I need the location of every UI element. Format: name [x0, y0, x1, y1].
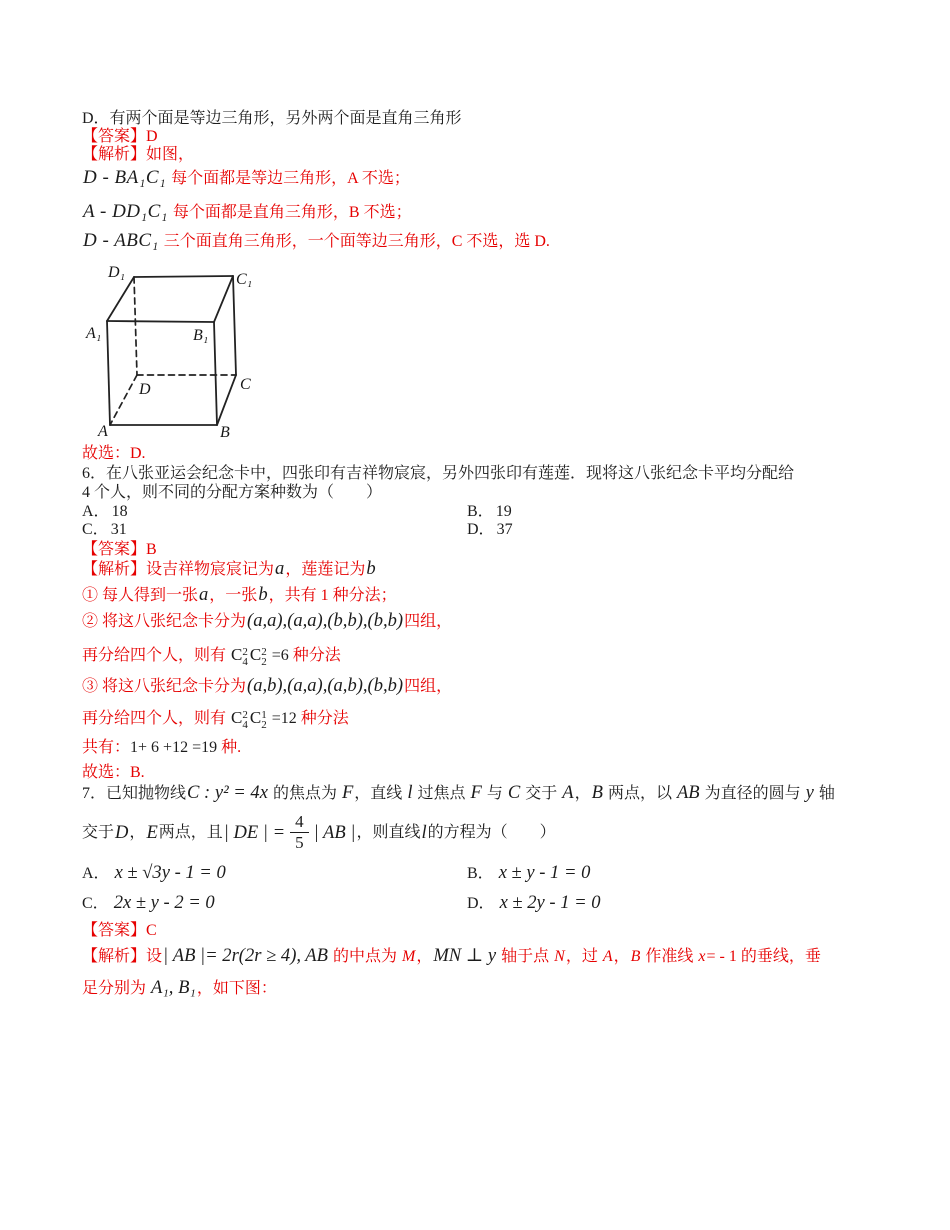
- q5-analysis-label: 【解析】: [82, 146, 147, 163]
- q5-analysis-head: [82, 144, 194, 165]
- cube-label-d1: D₁: [108, 264, 126, 281]
- q7-option-d: [467, 892, 602, 914]
- q6-option-a-label: A．: [82, 503, 110, 520]
- q7-option-a: [82, 862, 227, 883]
- q5-option-d-line: D．有两个面是等边三角形，另外两个面是直角三角形: [82, 110, 462, 127]
- q6-option-c-value: 31: [110, 521, 127, 538]
- q7-option-b-label: B．: [467, 865, 494, 882]
- q7-option-b-formula: x ± y - 1 = 0: [498, 862, 591, 883]
- q5-analysis-intro: 如图，: [146, 146, 195, 163]
- cube-label-a1: A₁: [86, 325, 102, 342]
- q7-analysis-line-2: 足分别为 A₁, B₁，如下图：: [82, 977, 277, 998]
- q7-option-c: [82, 892, 216, 913]
- q7-answer-label: 【答案】: [82, 922, 147, 939]
- q5-answer-label: 【答案】: [82, 128, 147, 145]
- q6-option-d: [467, 519, 513, 540]
- q7-analysis-line-1: [82, 945, 821, 967]
- q6-option-c: [82, 521, 127, 538]
- q6-option-d-value: 37: [496, 521, 513, 538]
- cube-label-c1: C₁: [236, 271, 253, 288]
- q6-step-2b: 再分给四个人，则有 C 2 4 C 2 2 =6 种分法: [82, 645, 341, 668]
- cube-label-a: A: [98, 423, 108, 440]
- q6-option-d-label: D．: [467, 521, 495, 538]
- q6-option-c-label: C．: [82, 521, 109, 538]
- q6-stem-line-1: 6．在八张亚运会纪念卡中，四张印有吉祥物宸宸，另外四张印有莲莲．现将这八张纪念卡平均分配给: [82, 465, 795, 482]
- q5-answer-value: D: [146, 128, 158, 145]
- q6-option-a: [82, 503, 128, 520]
- q6-answer-value: B: [146, 541, 157, 558]
- q6-option-b-value: 19: [495, 503, 512, 520]
- q6-answer-line: [82, 539, 157, 560]
- q7-option-c-label: C．: [82, 895, 109, 912]
- q6-option-b-label: B．: [467, 503, 494, 520]
- q6-conclusion: 故选：B.: [82, 764, 145, 781]
- q6-step-2: ② 将这八张纪念卡分为(a,a),(a,a),(b,b),(b,b)四组，: [82, 610, 453, 631]
- q6-step-1: ① 每人得到一张a，一张b，共有 1 种分法；: [82, 584, 397, 605]
- q6-option-a-value: 18: [111, 503, 128, 520]
- q6-answer-label: 【答案】: [82, 541, 147, 558]
- q5-conclusion: 故选：D.: [82, 445, 146, 462]
- cube-label-b: B: [220, 424, 230, 441]
- q6-step-3: ③ 将这八张纪念卡分为(a,b),(a,a),(a,b),(b,b)四组，: [82, 675, 453, 696]
- q7-answer-line: [82, 920, 157, 941]
- q6-analysis-label: 【解析】: [82, 561, 147, 578]
- q5-analysis-line-1: D - BA₁C₁ 每个面都是等边三角形，A 不选；: [83, 167, 410, 188]
- q6-total-line: 共有：1+ 6 +12 =19 种.: [82, 739, 242, 756]
- q7-option-a-formula: x ± √3y - 1 = 0: [114, 862, 226, 883]
- cube-solid-edges: [107, 276, 236, 425]
- q7-answer-value: C: [146, 922, 157, 939]
- q6-stem-line-2: 4 个人，则不同的分配方案种数为（ ）: [82, 484, 383, 501]
- cube-label-d: D: [139, 381, 151, 398]
- q7-stem-line-2: 交于 D ， E 两点，且 | DE | = $\frac{4}{5}$ | AB | ，则直线 l 的方程为（ ）: [82, 811, 556, 852]
- q7-option-d-formula: x ± 2y - 1 = 0: [499, 892, 601, 913]
- cube-label-c: C: [240, 376, 251, 393]
- q6-analysis-text: 设吉祥物宸宸记为a，莲莲记为b: [146, 558, 376, 579]
- q7-option-c-formula: 2x ± y - 2 = 0: [113, 892, 215, 913]
- q7-stem-line-1: 7．已知抛物线C : y² = 4x 的焦点为 F，直线 l 过焦点 F 与 C 交于 A，B 两点，以 AB 为直径的圆与 y 轴: [82, 782, 835, 803]
- q6-analysis-head: [82, 558, 377, 580]
- q7-analysis-text: 设| AB |= 2r(2r ≥ 4), AB 的中点为 M，MN ⊥ y 轴于点 N，过 A，B 作准线 x= - 1 的垂线，垂: [146, 945, 821, 966]
- q5-analysis-line-2: A - DD₁C₁ 每个面都是直角三角形，B 不选；: [83, 201, 412, 222]
- cube-figure: [84, 256, 279, 456]
- q6-step-3b: 再分给四个人，则有 C 2 4 C 1 2 =12 种分法: [82, 708, 349, 731]
- q7-options-row-2: [82, 892, 601, 914]
- q7-option-a-label: A．: [82, 865, 110, 882]
- q7-option-b: [467, 862, 591, 884]
- q7-option-d-label: D．: [467, 895, 495, 912]
- q5-analysis-line-3: D - ABC₁ 三个面直角三角形，一个面等边三角形，C 不选，选 D.: [83, 230, 550, 251]
- q7-analysis-label: 【解析】: [82, 948, 147, 965]
- q6-options-row-2: [82, 519, 513, 540]
- q7-options-row-1: [82, 862, 591, 884]
- cube-label-b1: B₁: [193, 327, 209, 344]
